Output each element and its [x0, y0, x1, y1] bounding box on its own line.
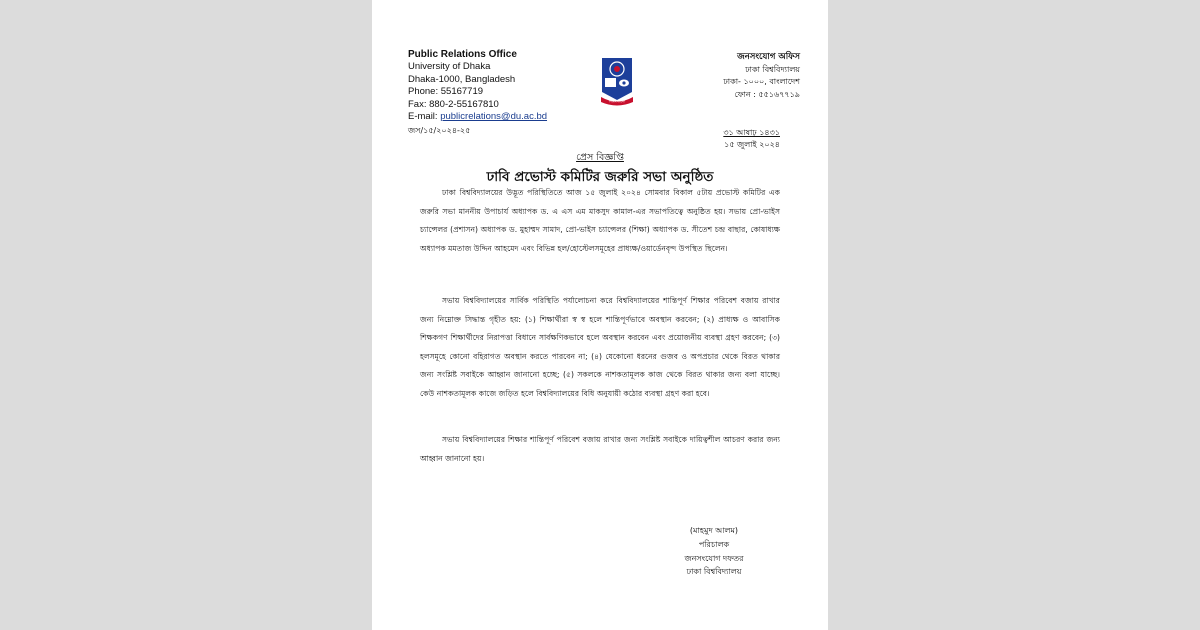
office-phone-bn: ফোন : ৫৫১৬৭৭১৯ [734, 89, 800, 99]
reference-number: জস/১৫/২০২৪-২৫ [408, 126, 471, 135]
email-label: E-mail: [408, 111, 441, 123]
signature-block [658, 524, 770, 579]
signatory-office: জনসংযোগ দফতর [684, 553, 744, 563]
date-bangla: ৩১ আষাঢ় ১৪৩১ [723, 128, 780, 137]
logo-motto: শিক্ষাই আলো [608, 99, 626, 104]
date-gregorian: ১৫ জুলাই ২০২৪ [724, 139, 780, 149]
signatory-title: পরিচালক [698, 539, 730, 549]
body-paragraph-3: সভায় বিশ্ববিদ্যালয়ের শিক্ষার শান্তিপূর্ণ পরিবেশ বজায় রাখার জন্য সংশ্লিষ্ট সবাইকে দায়িত্বশীল আচরণ করার জন্য আহ্বান জানানো হয়। [420, 435, 780, 463]
office-address-bn: ঢাকা- ১০০০, বাংলাদেশ [723, 77, 800, 87]
signatory-name: (মাহমুদ আলম) [689, 526, 739, 535]
logo-eye-pupil [622, 81, 625, 84]
logo-book-icon [605, 78, 616, 87]
university-logo [600, 56, 634, 106]
press-release-label: প্রেস বিজ্ঞপ্তি [576, 152, 624, 163]
header-right-bangla [723, 51, 800, 101]
office-name: Public Relations Office [408, 49, 517, 60]
office-name-bn: জনসংযোগ অফিস [737, 52, 800, 62]
header-left-english [408, 49, 547, 123]
logo-sun-core [614, 66, 620, 72]
office-address: Dhaka-1000, Bangladesh [408, 73, 516, 85]
university-name-bn: ঢাকা বিশ্ববিদ্যালয় [745, 64, 800, 74]
headline: ঢাবি প্রভোস্ট কমিটির জরুরি সভা অনুষ্ঠিত [486, 169, 714, 185]
date-block [723, 127, 780, 150]
office-fax: Fax: 880-2-55167810 [408, 98, 499, 110]
office-email [408, 111, 547, 123]
press-release-document [372, 0, 828, 630]
email-link[interactable]: publicrelations@du.ac.bd [440, 111, 548, 123]
body-paragraph-1: ঢাকা বিশ্ববিদ্যালয়ের উদ্ভূত পরিস্থিতিতে আজ ১৫ জুলাই ২০২৪ সোমবার বিকাল ৫টায় প্রভোস্ট কমিটির এক জরুরি সভা মাননীয় উপাচার্য অধ্যাপক ড. এ এস এম মাকসুদ কামাল-এর সভাপতিত্বে অনুষ্ঠিত হয়। সভায় প্রো-ভাইস চ্যান্সেলর (প্রশাসন) অধ্যাপক ড. মুহাম্মদ সামাদ, প্রো-ভাইস চ্যান্সেলর (শিক্ষা) অধ্যাপক ড. সীতেশ চন্দ্র বাছার, কোষাধ্যক্ষ অধ্যাপক মমতাজ উদ্দিন আহমেদ এবং বিভিন্ন হল/হোস্টেলসমূহের প্রাধ্যক্ষ/ওয়ার্ডেনবৃন্দ উপস্থিত ছিলেন। [420, 188, 780, 253]
body-paragraph-2: সভায় বিশ্ববিদ্যালয়ের সার্বিক পরিস্থিতি পর্যালোচনা করে বিশ্ববিদ্যালয়ের শান্তিপূর্ণ শিক্ষার পরিবেশ বজায় রাখার জন্য নিম্নোক্ত সিদ্ধান্ত গৃহীত হয়: (১) শিক্ষার্থীরা স্ব স্ব হলে শান্তিপূর্ণভাবে অবস্থান করবেন; (২) প্রাধ্যক্ষ ও আবাসিক শিক্ষকগণ শিক্ষার্থীদের নিরাপত্তা বিধানে সার্বক্ষণিকভাবে হলে অবস্থান করবেন এবং প্রয়োজনীয় ব্যবস্থা গ্রহণ করবেন; (৩) হলসমূহে কোনো বহিরাগত অবস্থান করতে পারবেন না; (৪) যেকোনো ধরনের গুজব ও অপপ্রচার থেকে বিরত থাকার জন্য সংশ্লিষ্ট সবাইকে আহ্বান জানানো হচ্ছে; (৫) সকলকে নাশকতামূলক কাজ থেকে বিরত থাকার জন্য বলা যাচ্ছে। কেউ নাশকতামূলক কাজে জড়িত হলে বিশ্ববিদ্যালয়ের বিধি অনুযায়ী কঠোর ব্যবস্থা গ্রহণ করা হবে। [420, 296, 780, 398]
office-phone: Phone: 55167719 [408, 86, 484, 98]
university-name: University of Dhaka [408, 61, 491, 73]
signatory-university: ঢাকা বিশ্ববিদ্যালয় [686, 567, 742, 577]
